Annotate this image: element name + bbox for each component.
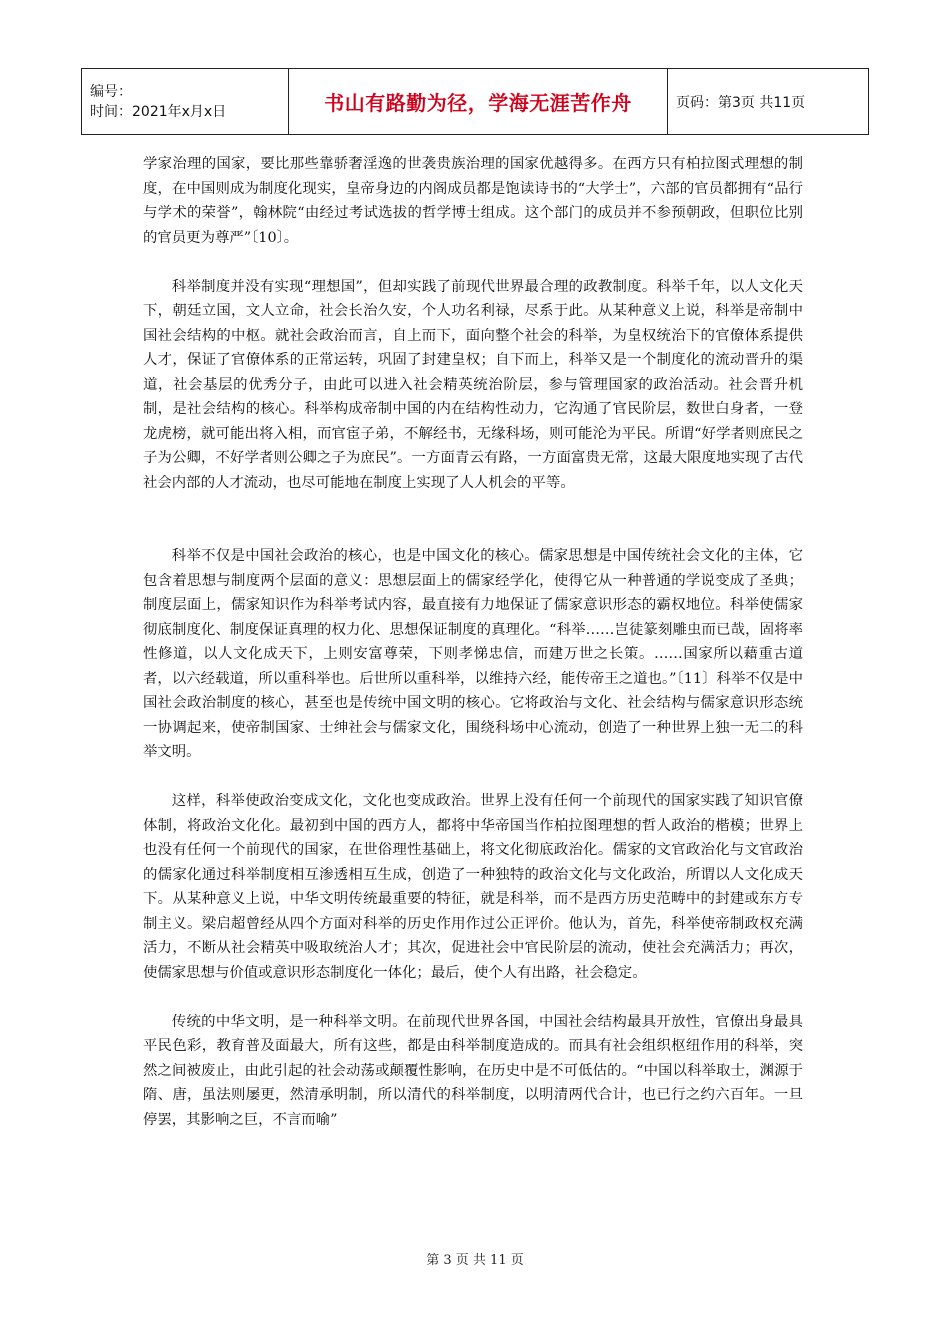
document-body	[143, 152, 803, 1132]
document-header	[81, 68, 869, 135]
header-meta-cell	[82, 69, 289, 135]
document-time-label: 时间：2021年x月x日	[90, 103, 227, 120]
body-paragraph-2: 科举制度并没有实现“理想国”，但却实践了前现代世界最合理的政教制度。科举千年，以人文化天下，朝廷立国，文人立命，社会长治久安，个人功名利禄，尽系于此。从某种意义上说，科举是帝制中国社会结构的中枢。就社会政治而言，自上而下，面向整个社会的科举，为皇权统治下的官僚体系提供人才，保证了官僚体系的正常运转，巩固了封建皇权；自下而上，科举又是一个制度化的流动晋升的渠道，社会基层的优秀分子，由此可以进入社会精英统治阶层，参与管理国家的政治活动。社会晋升机制，是社会结构的核心。科举构成帝制中国的内在结构性动力，它沟通了官民阶层，数世白身者，一登龙虎榜，就可能出将入相，而官宦子弟，不解经书，无缘科场，则可能沦为平民。所谓“好学者则庶民之子为公卿，不好学者则公卿之子为庶民”。一方面青云有路，一方面富贵无常，这最大限度地实现了古代社会内部的人才流动，也尽可能地在制度上实现了人人机会的平等。	[143, 278, 803, 491]
body-paragraph-1: 学家治理的国家，要比那些靠骄奢淫逸的世袭贵族治理的国家优越得多。在西方只有柏拉图式理想的制度，在中国则成为制度化现实，皇帝身边的内阁成员都是饱读诗书的“大学士”，六部的官员都拥有“品行与学术的荣誉”，翰林院“由经过考试选拔的哲学博士组成。这个部门的成员并不参预朝政，但职位比别的官员更为尊严”〔10〕。	[143, 156, 803, 246]
body-paragraph-4: 这样，科举使政治变成文化，文化也变成政治。世界上没有任何一个前现代的国家实践了知识官僚体制，将政治文化化。最初到中国的西方人，都将中华帝国当作柏拉图理想的哲人政治的楷模；世界上也没有任何一个前现代的国家，在世俗理性基础上，将文化彻底政治化。儒家的文官政治化与文官政治的儒家化通过科举制度相互渗透相互生成，创造了一种独特的政治文化与文化政治，所谓以人文化成天下。从某种意义上说，中华文明传统最重要的特征，就是科举，而不是西方历史范畴中的封建或东方专制主义。梁启超曾经从四个方面对科举的历史作用作过公正评价。他认为，首先，科举使帝制政权充满活力，不断从社会精英中吸取统治人才；其次，促进社会中官民阶层的流动，使社会充满活力；再次，使儒家思想与价值或意识形态制度化一体化；最后，使个人有出路，社会稳定。	[143, 793, 803, 981]
body-paragraph-5: 传统的中华文明，是一种科举文明。在前现代世界各国，中国社会结构最具开放性，官僚出身最具平民色彩，教育普及面最大，所有这些，都是由科举制度造成的。而具有社会组织枢纽作用的科举，突然之间被废止，由此引起的社会动荡或颠覆性影响，在历史中是不可低估的。“中国以科举取士，渊源于隋、唐，虽法则屡更，然清承明制，所以清代的科举制度，以明清两代合计，也已行之约六百年。一旦停罢，其影响之巨，不言而喻”	[143, 1013, 803, 1128]
header-page-cell	[668, 69, 869, 135]
body-paragraph-3: 科举不仅是中国社会政治的核心，也是中国文化的核心。儒家思想是中国传统社会文化的主体，它包含着思想与制度两个层面的意义：思想层面上的儒家经学化，使得它从一种普通的学说变成了圣典；制度层面上，儒家知识作为科举考试内容，最直接有力地保证了儒家意识形态的霸权地位。科举使儒家彻底制度化、制度保证真理的权力化、思想保证制度的真理化。“科举……岂徒篆刻雕虫而已哉，固将率性修道，以人文化成天下，上则安富尊荣，下则孝悌忠信，而建万世之长策。……国家所以藉重古道者，以六经载道，所以重科举也。后世所以重科举，以维持六经，能传帝王之道也。”〔11〕科举不仅是中国社会政治制度的核心，甚至也是传统中国文明的核心。它将政治与文化、社会结构与儒家意识形态统一协调起来，使帝制国家、士绅社会与儒家文化，围绕科场中心流动，创造了一种世界上独一无二的科举文明。	[143, 548, 803, 760]
header-motto: 书山有路勤为径，学海无涯苦作舟	[324, 91, 632, 115]
document-number-label: 编号：	[90, 83, 132, 100]
page-footer: 第 3 页 共 11 页	[426, 1253, 524, 1268]
header-motto-cell	[289, 69, 668, 135]
header-page-info: 页码：第3页 共11页	[676, 94, 806, 111]
